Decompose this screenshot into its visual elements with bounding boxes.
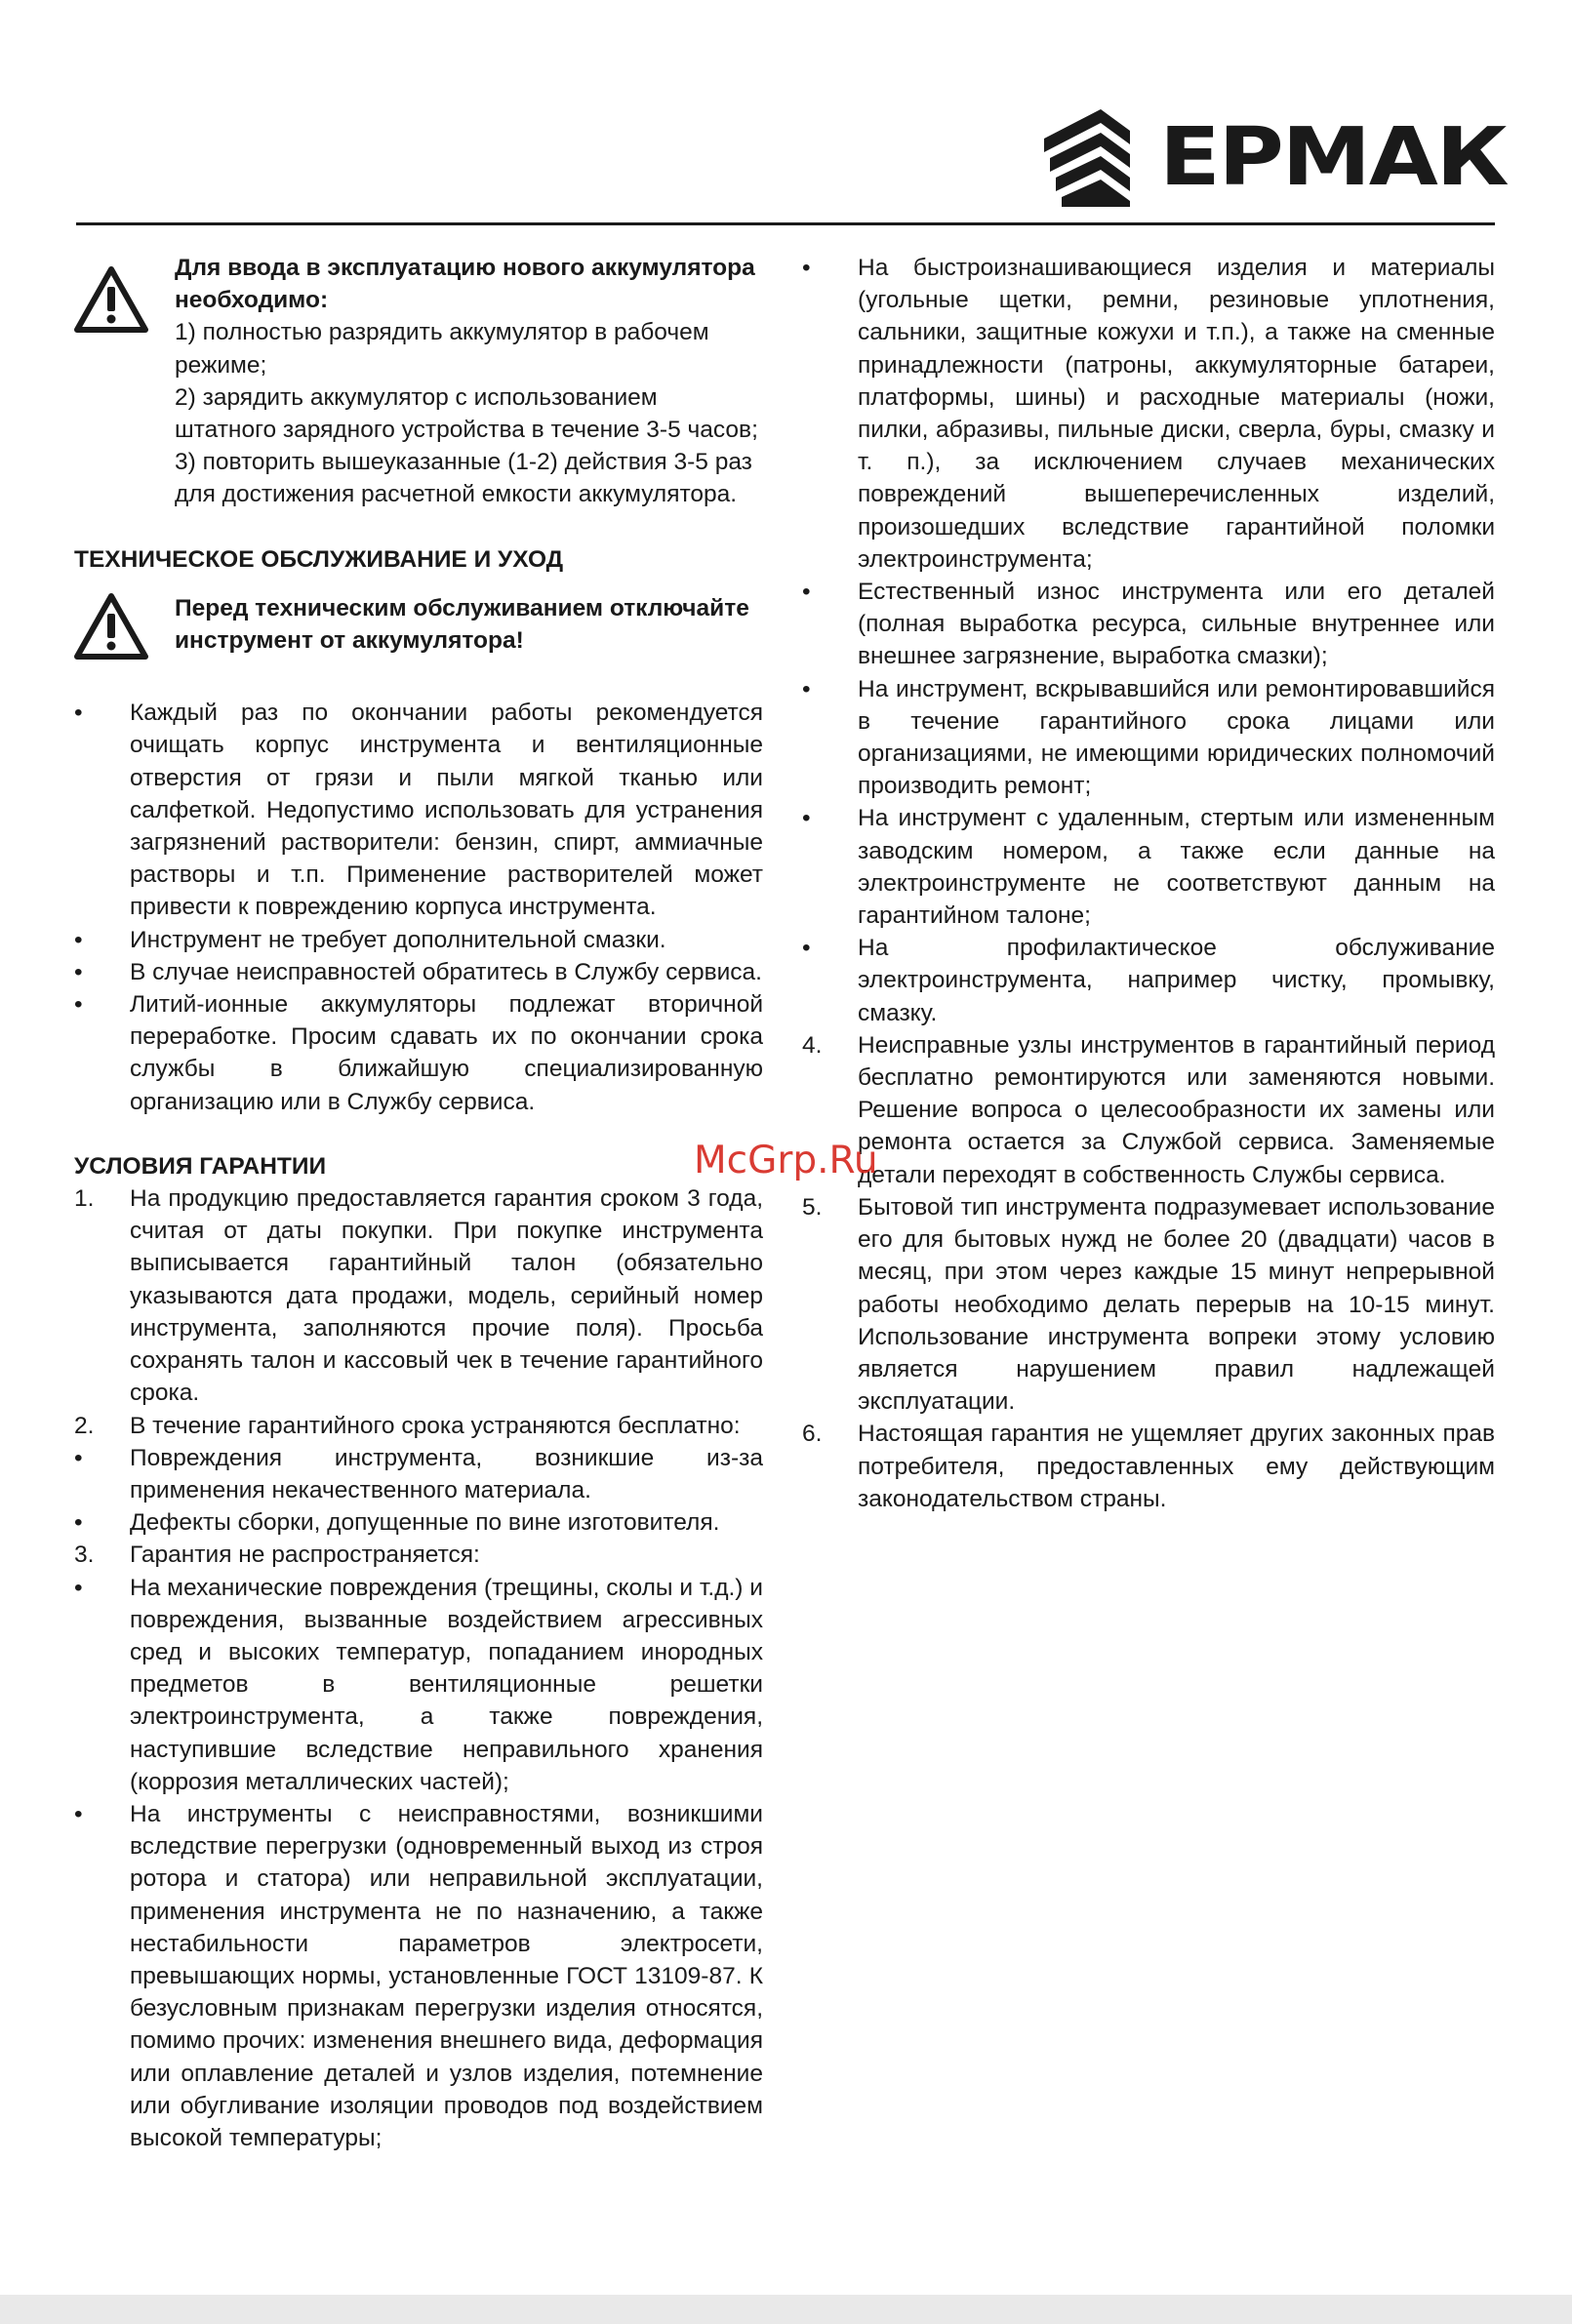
list-item: • Каждый раз по окончании работы рекомендуется очищать корпус инструмента и вентиляционные отверстия от грязи и пыли мягкой тканью или салфеткой. Недопустимо использовать для устранения загрязнений растворители: бензин, спирт, аммиачные растворы и т.п. Применение растворителей может привести к повреждению корпуса инструмента. [74, 697, 763, 923]
warranty-item: 6. Настоящая гарантия не ущемляет других законных прав потребителя, предоставленных ему действующим законодательством страны. [802, 1421, 1495, 1512]
warranty-item: • На механические повреждения (трещины, сколы и т.д.) и повреждения, вызванные воздействием агрессивных сред и высоких температур, попаданием инородных предметов в вентиляционные решетки электроинструмента, а также повреждения, наступившие вследствие неправильного хранения (коррозия металлических частей); [74, 1574, 763, 1795]
battery-step-3: 3) повторить вышеуказанные (1-2) действия 3-5 раз для достижения расчетной емкости аккумулятора. [175, 449, 752, 508]
warranty-item-continued: • На инструменты с неисправностями, возникшими вследствие перегрузки (одновременный выход из строя ротора и статора) или неправильной эксплуатации, применения инструмента не по назначению, а также нестабильности параметров электросети, превышающих нормы, установленные ГОСТ 13109-87. К безусловным признакам перегрузки изделия относятся, помимо прочих: изменения внешнего вида, деформация или оплавление деталей и узлов изделия, потемнение или обугливание изоляции проводов под воздействием высокой температуры; [74, 1800, 763, 2151]
battery-warning-title: Для ввода в эксплуатацию нового аккумулятора необходимо: [175, 255, 755, 314]
bullet-marker: • [74, 700, 83, 727]
warranty-item: • На быстроизнашивающиеся изделия и материалы (угольные щетки, ремни, резиновые уплотнения, сальники, защитные кожухи и т.п.), а также на сменные принадлежности (патроны, аккумуляторные батареи, платформы, шины) и расходные материалы (ножи, пилки, абразивы, пильные диски, сверла, буры, смазку и т. п.), за исключением случаев механических повреждений вышеперечисленных изделий, произошедших вследствие гарантийной поломки электроинструмента; [802, 255, 1495, 573]
warranty-item: • На профилактическое обслуживание электроинструмента, например чистку, промывку, смазку. [802, 935, 1495, 1026]
brand-name: ЕРМАК [1159, 111, 1508, 204]
bullet-marker: • [74, 958, 83, 985]
maintenance-heading: ТЕХНИЧЕСКОЕ ОБСЛУЖИВАНИЕ И УХОД [74, 545, 564, 573]
warranty-item: • Дефекты сборки, допущенные по вине изготовителя. [74, 1509, 720, 1537]
warranty-item: 3. Гарантия не распространяется: [74, 1542, 480, 1569]
warranty-item: • На инструмент с удаленным, стертым или измененным заводским номером, а также если данные на электроинструменте не соответствуют данным на гарантийном талоне; [802, 805, 1495, 930]
warranty-item: • На инструмент, вскрывавшийся или ремонтировавшийся в течение гарантийного срока лицами или организациями, не имеющими юридических полномочий производить ремонт; [802, 675, 1495, 800]
maintenance-warning [74, 592, 763, 657]
header-divider [76, 222, 1495, 225]
warranty-item: 1. На продукцию предоставляется гарантия сроком 3 года, считая от даты покупки. При покупке инструмента выписывается гарантийный талон (обязательно указываются дата продажи, модель, серийный номер инструмента, заполняются прочие поля). Просьба сохранять талон и кассовый чек в течение гарантийного срока. [74, 1185, 763, 1407]
warranty-item: 5. Бытовой тип инструмента подразумевает использование его для бытовых нужд не более 20 (двадцати) часов в месяц, при этом через каждые 15 минут непрерывной работы необходимо делать перерыв на 10-15 минут. Использование инструмента вопреки этому условию является нарушением правил надлежащей эксплуатации. [802, 1193, 1495, 1416]
warning-triangle-icon [74, 265, 148, 334]
right-column [802, 252, 1495, 1515]
battery-step-1: 1) полностью разрядить аккумулятор в рабочем режиме; [175, 319, 709, 379]
battery-step-2: 2) зарядить аккумулятор с использованием штатного зарядного устройства в течение 3-5 часов; [175, 383, 758, 444]
warranty-item: 4. Неисправные узлы инструментов в гарантийный период бесплатно ремонтируются или заменяются новыми. Решение вопроса о целесообразности их замены или ремонта остается за Службой сервиса. Заменяемые детали переходят в собственность Службы сервиса. [802, 1031, 1495, 1188]
maintenance-warning-text: Перед техническим обслуживанием отключайте инструмент от аккумулятора! [175, 594, 749, 655]
bullet-marker: • [74, 926, 83, 953]
warranty-item: • Естественный износ инструмента или его деталей (полная выработка ресурса, сильные внутреннее или внешнее загрязнение, выработка смазки); [802, 579, 1495, 670]
list-item: • Литий-ионные аккумуляторы подлежат вторичной переработке. Просим сдавать их по окончании срока службы в ближайшую специализированную организацию или в Службу сервиса. [74, 988, 763, 1118]
warranty-heading: УСЛОВИЯ ГАРАНТИИ [74, 1152, 327, 1180]
warranty-item: 2. В течение гарантийного срока устраняются бесплатно: [74, 1412, 741, 1439]
page-bottom-band [0, 2295, 1572, 2324]
watermark: McGrp.Ru [694, 1139, 878, 1182]
warning-triangle-icon [74, 592, 148, 661]
brand-logo [1044, 109, 1508, 207]
list-item: • В случае неисправностей обратитесь в Службу сервиса. [74, 956, 763, 988]
battery-warning [74, 252, 763, 511]
bullet-marker: • [74, 991, 83, 1019]
warranty-item: • Повреждения инструмента, возникшие из-за применения некачественного материала. [74, 1444, 763, 1503]
list-item: • Инструмент не требует дополнительной смазки. [74, 924, 763, 956]
logo-mark-icon [1044, 109, 1161, 207]
left-column [74, 252, 763, 2154]
